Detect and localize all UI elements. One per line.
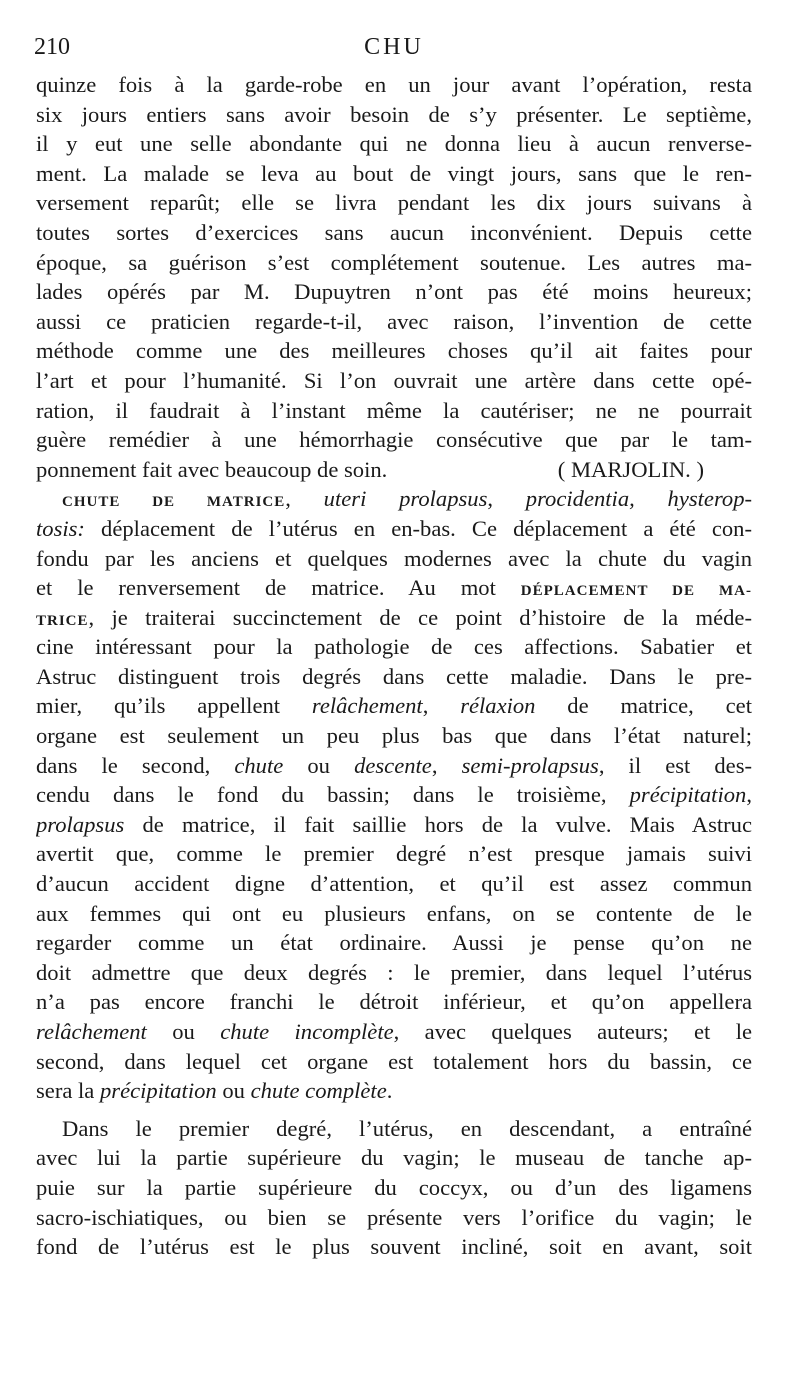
text-span: ment. La malade se leva au bout de vingt jours, sans que le ren- xyxy=(36,160,752,186)
body-text xyxy=(36,70,752,1262)
text-span: aux femmes qui ont eu plusieurs enfans, on se contente de le xyxy=(36,900,752,926)
text-span: dans le second, xyxy=(36,752,235,778)
italic-text: rélaxion xyxy=(460,693,536,719)
text-line xyxy=(36,1076,752,1106)
text-line xyxy=(36,129,752,159)
text-line xyxy=(36,869,752,899)
text-span: méthode comme une des meilleures choses qu’il ait faites pour xyxy=(36,338,752,364)
italic-text: précipitation xyxy=(99,1078,217,1104)
italic-text: relâchement xyxy=(36,1019,147,1044)
text-span: fondu par les anciens et quelques modernes avec la chute du vagin xyxy=(36,545,752,571)
text-line xyxy=(36,1173,752,1203)
text-line xyxy=(36,1017,752,1047)
text-line xyxy=(36,100,752,130)
text-span: ponnement fait avec beaucoup de soin. xyxy=(36,456,388,482)
text-line xyxy=(36,632,752,662)
text-line xyxy=(36,1203,752,1233)
text-span: ou xyxy=(283,752,355,778)
text-line xyxy=(36,396,752,426)
text-line xyxy=(36,1232,752,1262)
text-line xyxy=(36,277,752,307)
text-line xyxy=(36,218,752,248)
text-span: organe est seulement un peu plus bas que dans l’état naturel; xyxy=(36,723,752,749)
small-caps-text: DÉPLACEMENT DE MA- xyxy=(520,583,752,600)
text-line xyxy=(36,484,752,514)
text-span: l’art et pour l’humanité. Si l’on ouvrait une artère dans cette opé- xyxy=(36,367,752,393)
italic-text: chute incomplète xyxy=(220,1019,394,1044)
text-line xyxy=(36,1114,752,1144)
text-span: n’a pas encore franchi le détroit inférieur, et qu’on appellera xyxy=(36,989,752,1015)
text-line xyxy=(36,70,752,100)
italic-text: semi-prolapsus xyxy=(461,752,599,778)
text-span: avec lui la partie supérieure du vagin; le museau de tanche ap- xyxy=(36,1145,752,1171)
text-line xyxy=(36,307,752,337)
italic-text: précipitation xyxy=(629,782,747,808)
text-span: époque, sa guérison s’est complétement soutenue. Les autres ma- xyxy=(36,249,752,275)
text-span: déplacement de l’utérus en en-bas. Ce déplacement a été con- xyxy=(84,515,752,541)
small-caps-text: CHUTE DE MATRICE xyxy=(62,494,286,511)
text-span: , xyxy=(422,693,461,719)
text-span: ou xyxy=(146,1019,221,1044)
text-line xyxy=(36,899,752,929)
text-line xyxy=(36,336,752,366)
text-span: Astruc distinguent trois degrés dans cette maladie. Dans le pre- xyxy=(36,663,752,689)
text-span: guère remédier à une hémorrhagie consécutive que par le tam- xyxy=(36,427,752,453)
text-line xyxy=(36,1143,752,1173)
text-span: sera la xyxy=(36,1078,100,1104)
text-line xyxy=(36,188,752,218)
text-span: de matrice, il fait saillie hors de la vulve. Mais Astruc xyxy=(124,811,752,837)
text-line xyxy=(36,159,752,189)
text-span: . xyxy=(386,1078,393,1104)
text-span: , xyxy=(487,486,526,512)
text-line xyxy=(36,455,752,485)
text-span: regarder comme un état ordinaire. Aussi je pense qu’on ne xyxy=(36,930,752,956)
text-line xyxy=(36,987,752,1017)
text-span: toutes sortes d’exercices sans aucun inconvénient. Depuis cette xyxy=(36,219,752,245)
text-span: sacro-ischiatiques, ou bien se présente vers l’orifice du vagin; le xyxy=(36,1204,752,1230)
text-span: quinze fois à la garde-robe en un jour avant l’opération, resta xyxy=(36,72,752,97)
text-span: avertit que, comme le premier degré n’est presque jamais suivi xyxy=(36,841,752,867)
text-line xyxy=(36,751,752,781)
text-line xyxy=(36,721,752,751)
text-line xyxy=(36,691,752,721)
text-line xyxy=(36,810,752,840)
text-line xyxy=(36,958,752,988)
text-span: six jours entiers sans avoir besoin de s’y présenter. Le septième, xyxy=(36,101,752,127)
italic-text: prolapsus xyxy=(36,811,125,837)
text-line xyxy=(36,544,752,574)
text-span: , xyxy=(285,486,324,512)
small-caps-text: TRICE xyxy=(36,612,89,629)
text-span: , avec quelques auteurs; et le xyxy=(393,1019,752,1044)
text-span: de matrice, cet xyxy=(535,693,752,719)
text-span: second, dans lequel cet organe est totalement hors du bassin, ce xyxy=(36,1048,752,1074)
text-line xyxy=(36,839,752,869)
text-line xyxy=(36,1047,752,1077)
text-span: d’aucun accident digne d’attention, et qu’il est assez commun xyxy=(36,871,752,897)
text-span: cine intéressant pour la pathologie de ces affections. Sabatier et xyxy=(36,634,752,660)
text-span: , xyxy=(746,782,752,808)
page-number: 210 xyxy=(34,34,70,60)
text-span: versement reparût; elle se livra pendant les dix jours suivans à xyxy=(36,190,752,216)
italic-text: procidentia, hysterop- xyxy=(525,486,752,512)
text-span: doit admettre que deux degrés : le premier, dans lequel l’utérus xyxy=(36,959,752,985)
text-line xyxy=(36,603,752,633)
text-line xyxy=(36,425,752,455)
text-span: lades opérés par M. Dupuytren n’ont pas été moins heureux; xyxy=(36,279,752,305)
italic-text: chute xyxy=(234,752,284,778)
text-span: ou xyxy=(216,1078,251,1104)
text-span: , je traiterai succinctement de ce point d’histoire de la méde- xyxy=(88,604,752,630)
page-header xyxy=(34,34,754,64)
text-span: il y eut une selle abondante qui ne donna lieu à aucun renverse- xyxy=(36,131,752,157)
text-span: cendu dans le fond du bassin; dans le troisième, xyxy=(36,782,630,808)
text-span: ration, il faudrait à l’instant même la cautériser; ne ne pourrait xyxy=(36,397,752,423)
text-line xyxy=(36,366,752,396)
text-line xyxy=(36,514,752,544)
text-span: mier, qu’ils appellent xyxy=(36,693,312,719)
author-signature: ( MARJOLIN. ) xyxy=(557,456,704,482)
text-line xyxy=(36,573,752,603)
text-line xyxy=(36,928,752,958)
italic-text: tosis: xyxy=(36,515,85,541)
text-span: aussi ce praticien regarde-t-il, avec raison, l’invention de cette xyxy=(36,308,752,334)
text-line xyxy=(36,780,752,810)
italic-text: descente xyxy=(354,752,432,778)
text-span: , il est des- xyxy=(598,752,752,778)
text-span: Dans le premier degré, l’utérus, en descendant, a entraîné xyxy=(62,1115,752,1141)
text-span: puie sur la partie supérieure du coccyx, ou d’un des ligamens xyxy=(36,1174,752,1200)
italic-text: chute complète xyxy=(250,1078,387,1104)
text-line xyxy=(36,662,752,692)
italic-text: uteri prolapsus xyxy=(323,486,488,512)
text-line xyxy=(36,248,752,278)
italic-text: relâchement xyxy=(311,693,423,719)
text-span: et le renversement de matrice. Au mot xyxy=(36,575,521,601)
text-span: fond de l’utérus est le plus souvent incliné, soit en avant, soit xyxy=(36,1234,752,1260)
running-head: CHU xyxy=(364,34,424,60)
text-span: , xyxy=(431,752,462,778)
